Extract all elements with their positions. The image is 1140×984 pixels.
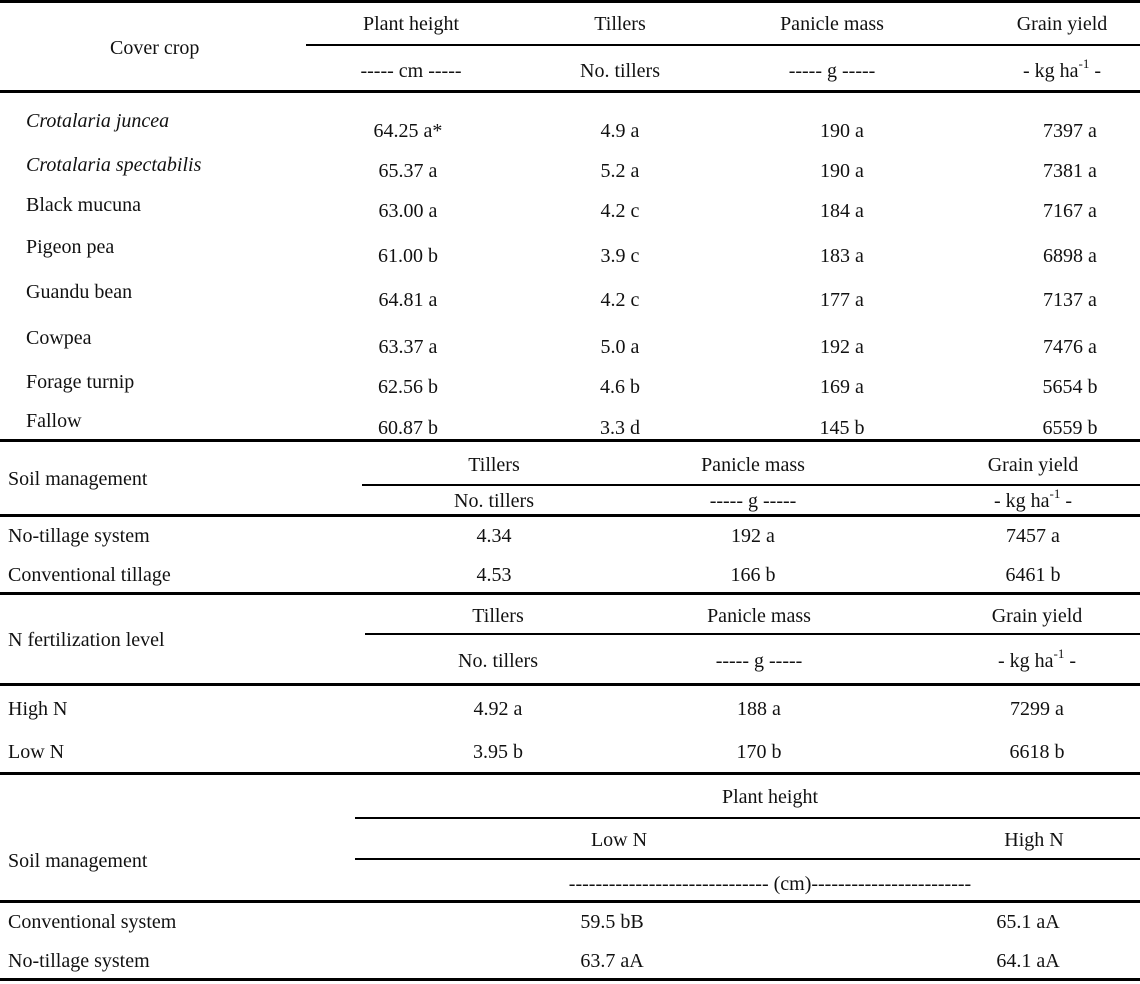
grain-yield-value: 7299 a	[1010, 698, 1064, 720]
panicle-mass-value: 169 a	[820, 376, 864, 398]
high-n-value: 65.1 aA	[996, 911, 1060, 933]
panicle-mass-value: 192 a	[731, 525, 775, 547]
header-bottom-rule	[0, 90, 1140, 93]
col-tillers: Tillers	[594, 13, 646, 35]
grain-yield-value: 7457 a	[1006, 525, 1060, 547]
header-subrule	[306, 44, 1140, 46]
panicle-mass-value: 166 b	[730, 564, 776, 586]
grain-yield-value: 7137 a	[1043, 289, 1097, 311]
unit-g: ----- g -----	[788, 60, 876, 82]
panicle-mass-value: 188 a	[737, 698, 781, 720]
cover-crop-name: Forage turnip	[26, 371, 135, 393]
tillers-value: 5.2 a	[600, 160, 640, 182]
col-grain-yield: Grain yield	[991, 605, 1083, 627]
cover-crop-name: Cowpea	[26, 327, 92, 349]
cover-crop-name: Guandu bean	[26, 281, 133, 303]
plant-height-value: 61.00 b	[378, 245, 438, 267]
col-tillers: Tillers	[468, 454, 520, 476]
tillers-value: 3.9 c	[600, 245, 640, 267]
plant-height-group-label: Plant height	[721, 786, 819, 808]
cover-crop-name: Crotalaria spectabilis	[26, 154, 202, 176]
section3-header-rule	[0, 683, 1140, 686]
panicle-mass-value: 170 b	[736, 741, 782, 763]
col-plant-height: Plant height	[362, 13, 460, 35]
panicle-mass-value: 184 a	[820, 200, 864, 222]
grain-yield-value: 6618 b	[1009, 741, 1065, 763]
grain-yield-value: 6559 b	[1042, 417, 1098, 439]
n-level-header: N fertilization level	[8, 629, 165, 651]
section3-subrule	[365, 633, 1140, 635]
plant-height-value: 64.81 a	[378, 289, 438, 311]
col-panicle-mass: Panicle mass	[707, 605, 811, 627]
panicle-mass-value: 192 a	[820, 336, 864, 358]
low-n-value: 59.5 bB	[580, 911, 644, 933]
plant-height-value: 62.56 b	[378, 376, 438, 398]
section2-header-rule	[0, 514, 1140, 517]
col-grain-yield: Grain yield	[987, 454, 1079, 476]
tillers-value: 4.53	[476, 564, 512, 586]
soil-management-header-2: Soil management	[8, 850, 148, 872]
col-grain-yield: Grain yield	[1016, 13, 1108, 35]
tillers-value: 3.3 d	[600, 417, 640, 439]
panicle-mass-value: 190 a	[820, 120, 864, 142]
grain-yield-value: 6461 b	[1005, 564, 1061, 586]
col-panicle-mass: Panicle mass	[780, 13, 884, 35]
unit-cm-span: ------------------------------ (cm)------------------------	[568, 873, 972, 895]
grain-yield-value: 7397 a	[1043, 120, 1097, 142]
grain-yield-value: 7476 a	[1043, 336, 1097, 358]
col-tillers: Tillers	[472, 605, 524, 627]
panicle-mass-value: 190 a	[820, 160, 864, 182]
cover-crop-name: Black mucuna	[26, 194, 141, 216]
col-panicle-mass: Panicle mass	[701, 454, 805, 476]
plant-height-value: 64.25 a*	[373, 120, 443, 142]
soil-management-name: Conventional tillage	[8, 564, 171, 586]
n-level-name: Low N	[8, 741, 65, 763]
soil-management-header: Soil management	[8, 468, 148, 490]
top-rule	[0, 0, 1140, 3]
unit-tillers: No. tillers	[580, 60, 660, 82]
section1-bottom-rule	[0, 439, 1140, 442]
soil-management-name: No-tillage system	[8, 525, 150, 547]
section4-subrule-2	[355, 858, 1140, 860]
plant-height-value: 63.00 a	[378, 200, 438, 222]
n-level-name: High N	[8, 698, 68, 720]
unit-g: ----- g -----	[715, 650, 803, 672]
bottom-rule	[0, 978, 1140, 981]
grain-yield-value: 6898 a	[1043, 245, 1097, 267]
tillers-value: 3.95 b	[473, 741, 523, 763]
tillers-value: 4.92 a	[473, 698, 523, 720]
panicle-mass-value: 145 b	[819, 417, 865, 439]
tillers-value: 4.6 b	[600, 376, 640, 398]
tillers-value: 4.2 c	[600, 289, 640, 311]
section4-header-rule	[0, 900, 1140, 903]
section3-bottom-rule	[0, 772, 1140, 775]
cover-crop-name: Crotalaria juncea	[26, 110, 170, 132]
plant-height-value: 60.87 b	[378, 417, 438, 439]
tillers-value: 4.9 a	[600, 120, 640, 142]
section2-bottom-rule	[0, 592, 1140, 595]
plant-height-value: 63.37 a	[378, 336, 438, 358]
plant-height-value: 65.37 a	[378, 160, 438, 182]
panicle-mass-value: 183 a	[820, 245, 864, 267]
tillers-value: 5.0 a	[600, 336, 640, 358]
grain-yield-value: 7381 a	[1043, 160, 1097, 182]
unit-kg-ha: - kg $ha^{-1}$ -	[993, 486, 1073, 512]
section4-subrule-1	[355, 817, 1140, 819]
unit-kg-ha: - kg $ha^{-1}$ -	[997, 646, 1077, 672]
soil-management-name: Conventional system	[8, 911, 177, 933]
tillers-value: 4.34	[476, 525, 512, 547]
tillers-value: 4.2 c	[600, 200, 640, 222]
cover-crop-name: Pigeon pea	[26, 236, 115, 258]
unit-cm: ----- cm -----	[360, 60, 462, 82]
col-high-n: High N	[1004, 829, 1064, 851]
unit-kg-ha: - kg $ha^{-1}$ -	[1022, 56, 1102, 82]
unit-tillers: No. tillers	[454, 490, 534, 512]
panicle-mass-value: 177 a	[820, 289, 864, 311]
soil-management-name: No-tillage system	[8, 950, 150, 972]
unit-tillers: No. tillers	[458, 650, 538, 672]
col-low-n: Low N	[590, 829, 648, 851]
unit-g: ----- g -----	[709, 490, 797, 512]
high-n-value: 64.1 aA	[996, 950, 1060, 972]
cover-crop-name: Fallow	[26, 410, 82, 432]
grain-yield-value: 5654 b	[1042, 376, 1098, 398]
section2-subrule	[362, 484, 1140, 486]
low-n-value: 63.7 aA	[580, 950, 644, 972]
grain-yield-value: 7167 a	[1043, 200, 1097, 222]
cover-crop-header: Cover crop	[110, 37, 200, 59]
